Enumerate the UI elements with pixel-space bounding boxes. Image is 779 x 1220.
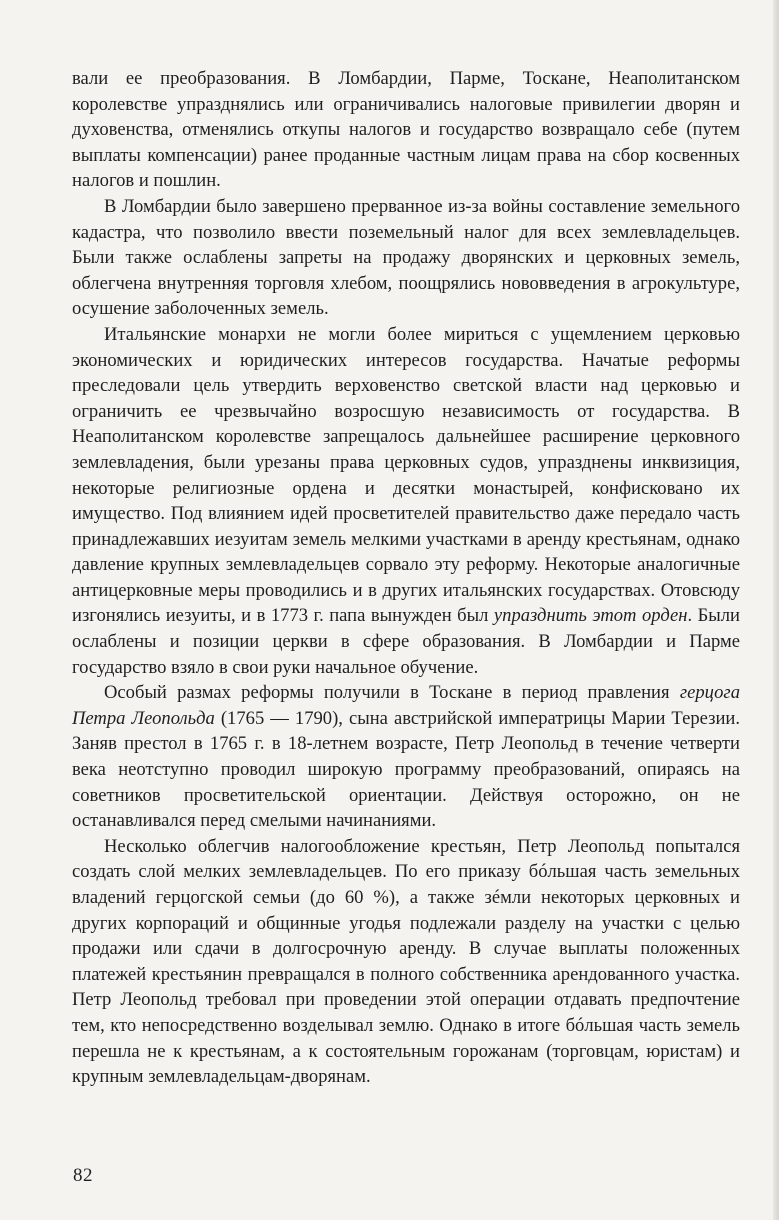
- paragraph-3-emphasis: упразднить этот орден: [493, 605, 688, 627]
- paragraph-5-text: Несколько облегчив налогообложение крестьян, Петр Леопольд попытался создать слой мелких землевладельцев. По его приказу бóльшая часть земельных владений герцогской семьи (до 60 %), а также зéмли некоторых церковных и других корпораций и общинные угодья подлежали разделу на участки с целью продажи или сдачи в долгосрочную аренду. В случае выплаты положенных платежей крестьянин превращался в полного собственника арендованного участка. Петр Леопольд требовал при проведении этой операции отдавать предпочтение тем, кто непосредственно возделывал землю. Однако в итоге бóльшая часть земель перешла не к крестьянам, а к состоятельным горожанам (торговцам, юристам) и крупным землевладельцам-дворянам.: [72, 835, 740, 1088]
- paragraph-4-text-b: (1765 — 1790), сына австрийской императрицы Марии Терезии. Заняв престол в 1765 г. в 18-летнем возрасте, Петр Леопольд в течение четверти века неотступно проводил широкую программу преобразований, опираясь на советников просветительской ориентации. Действуя осторожно, он не останавливался перед смелыми начинаниями.: [72, 707, 741, 832]
- paragraph-4-emphasis: герцога Петра Леопольда: [72, 682, 740, 729]
- paragraph-5: [72, 834, 740, 1090]
- page-edge-shadow: [773, 0, 779, 1220]
- paragraph-3-text-b: . Были ослаблены и позиции церкви в сфере образования. В Ломбардии и Парме государство взяло в свои руки начальное обучение.: [72, 605, 741, 678]
- page-number: 82: [73, 1165, 93, 1186]
- paragraph-3: [72, 322, 740, 680]
- paragraph-1-text: вали ее преобразования. В Ломбардии, Парме, Тоскане, Неаполитанском королевстве упразднялись или ограничивались налоговые привилегии дворян и духовенства, отменялись откупы налогов и государство возвращало себе (путем выплаты компенсации) ранее проданные частным лицам права на сбор косвенных налогов и пошлин.: [72, 68, 740, 192]
- paragraph-1: [72, 66, 740, 194]
- paragraph-3-text-a: Итальянские монархи не могли более мириться с ущемлением церковью экономических и юридических интересов государства. Начатые реформы преследовали цель утвердить верховенство светской власти над церковью и ограничить ее чрезвычайно возросшую независимость от государства. В Неаполитанском королевстве запрещалось дальнейшее расширение церковного землевладения, были урезаны права церковных судов, упразднены инквизиция, некоторые религиозные ордена и десятки монастырей, конфисковано их имущество. Под влиянием идей просветителей правительство даже передало часть принадлежавших иезуитам земель мелкими участками в аренду крестьянам, однако давление крупных землевладельцев сорвало эту реформу. Некоторые аналогичные антицерковные меры проводились и в других итальянских государствах. Отовсюду изгонялись иезуиты, и в 1773 г. папа вынужден был: [72, 323, 740, 627]
- paragraph-4-text-a: Особый размах реформы получили в Тоскане в период правления: [104, 682, 680, 704]
- page-body: [72, 66, 740, 1090]
- paragraph-2-text: В Ломбардии было завершено прерванное из-за войны составление земельного кадастра, что позволило ввести поземельный налог для всех землевладельцев. Были также ослаблены запреты на продажу дворянских и церковных земель, облегчена внутренняя торговля хлебом, поощрялись нововведения в агрокультуре, осушение заболоченных земель.: [72, 195, 740, 320]
- paragraph-4: [72, 680, 740, 834]
- paragraph-2: [72, 194, 740, 322]
